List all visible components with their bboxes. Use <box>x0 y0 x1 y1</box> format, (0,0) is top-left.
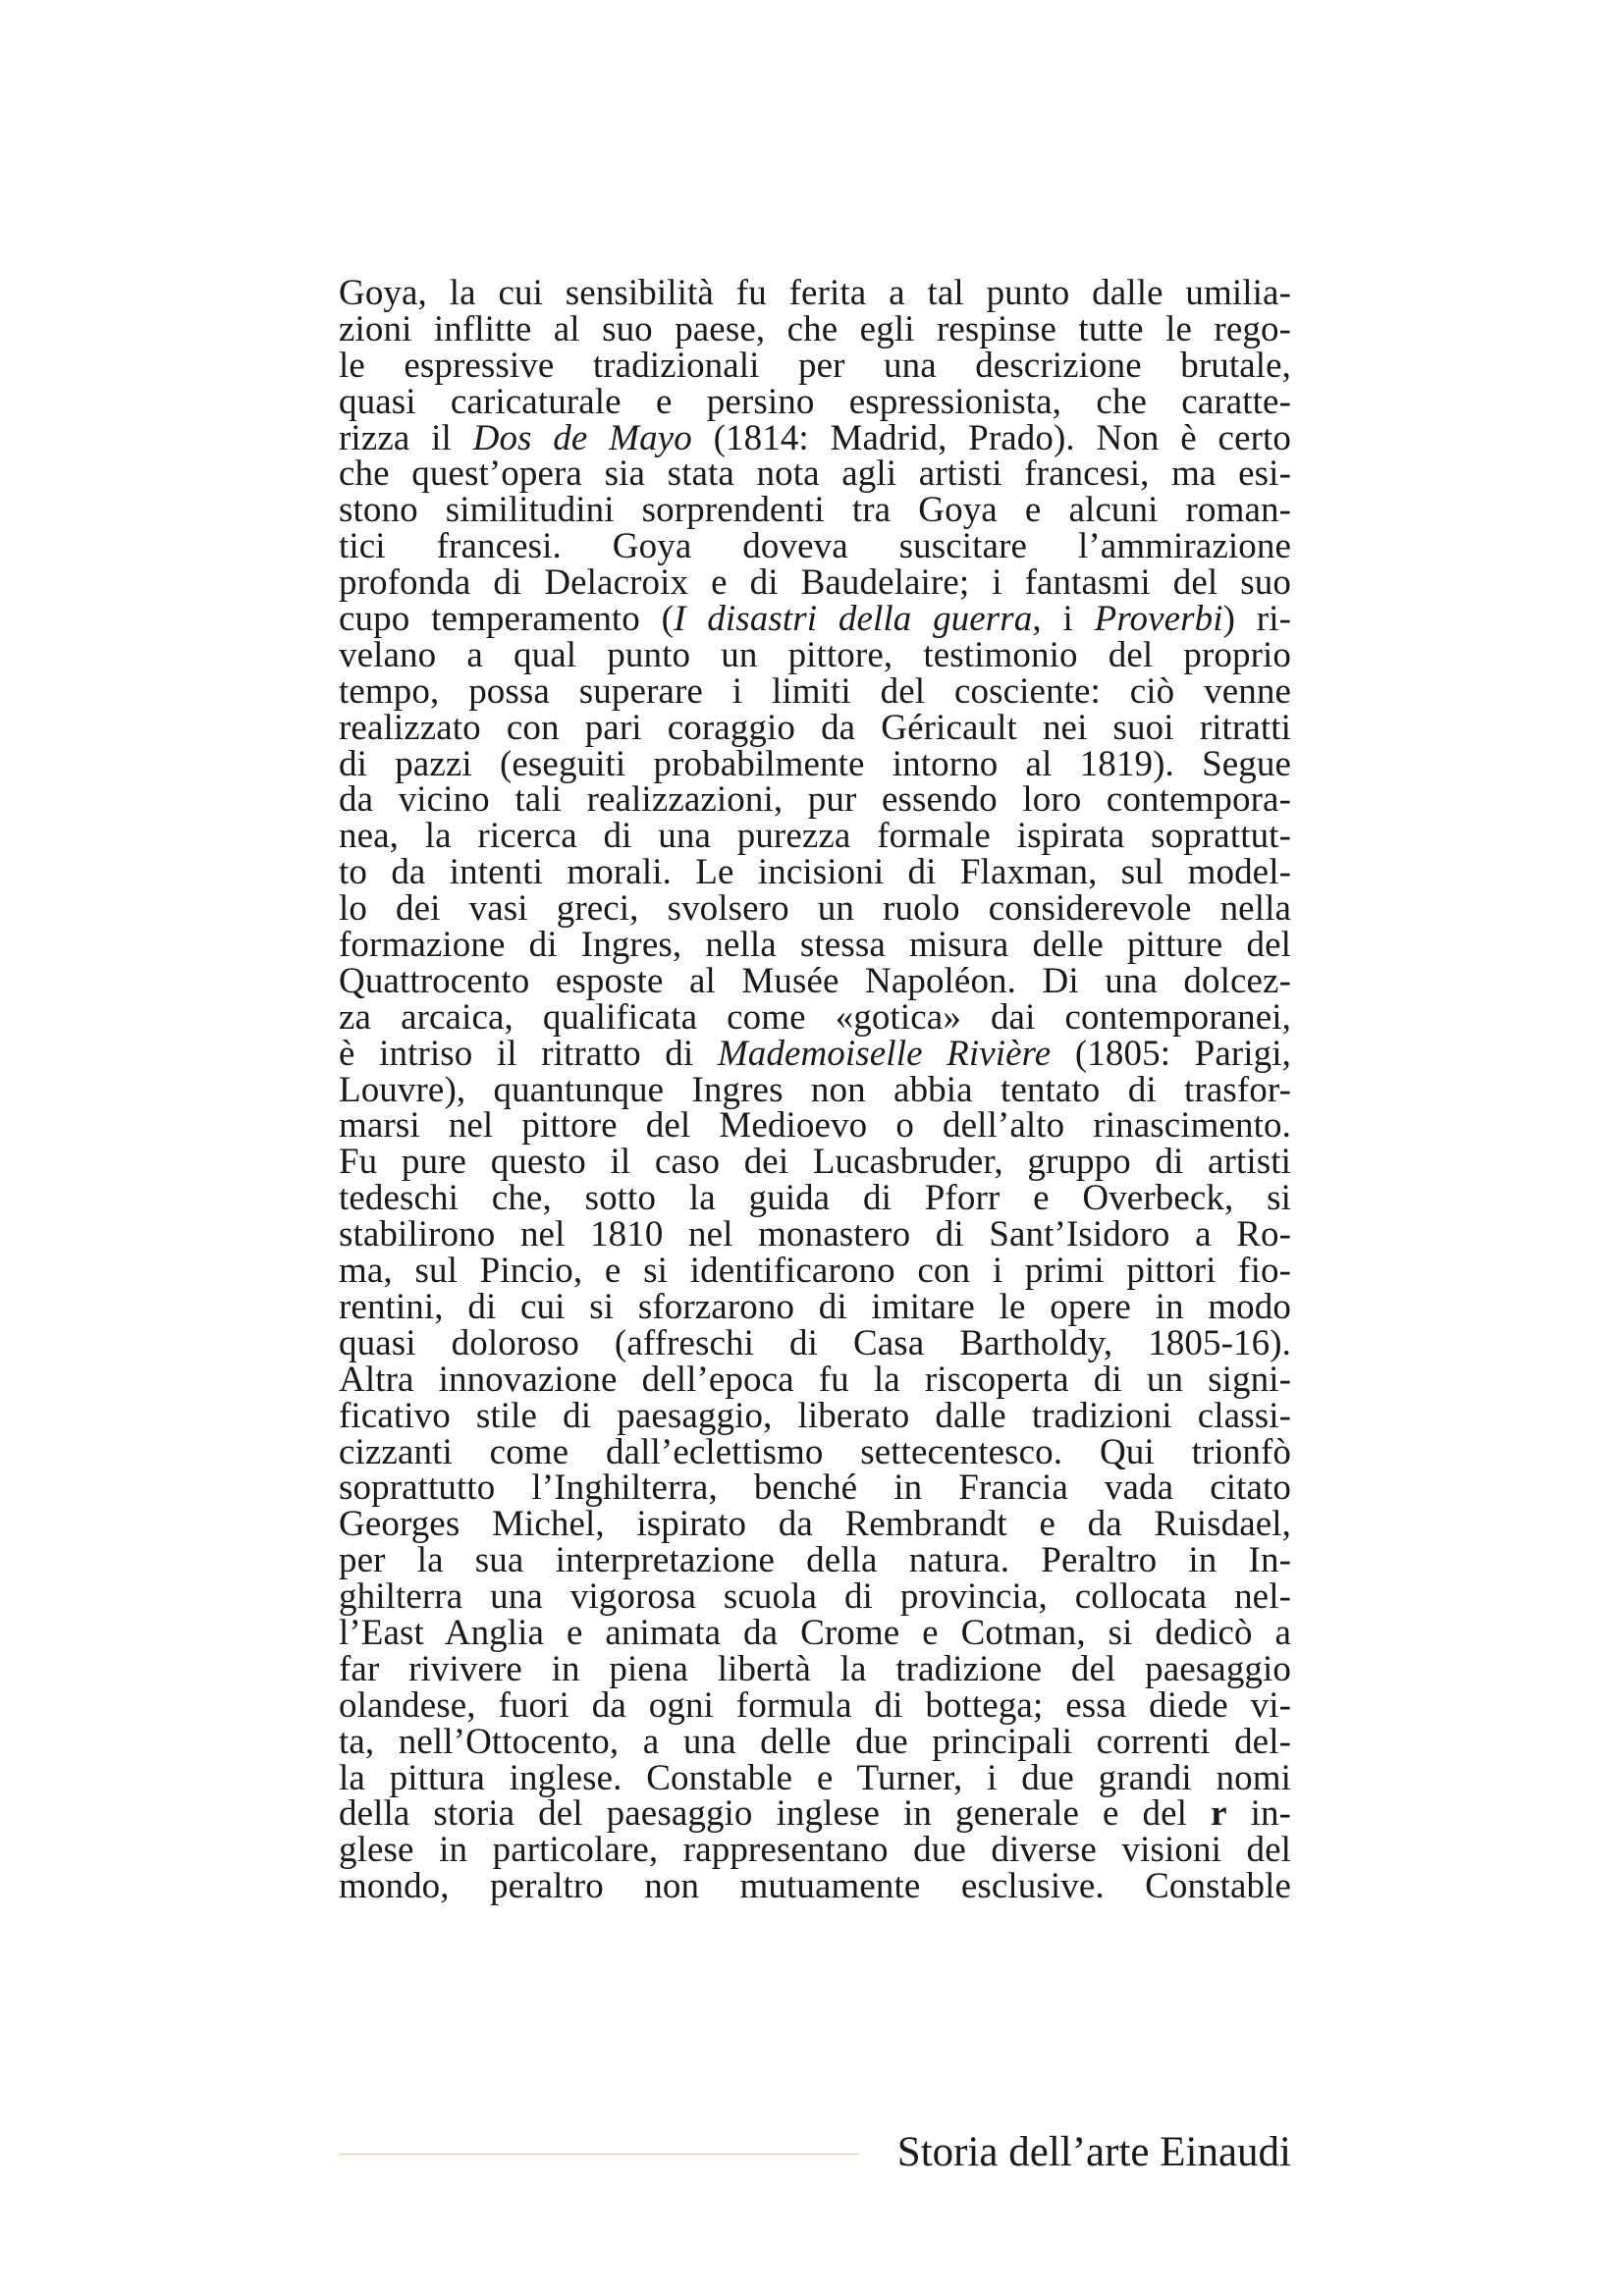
text-line <box>339 1251 1291 1292</box>
text-line <box>339 925 1291 966</box>
text-run: Fu pure questo il caso dei Lucasbruder, gruppo di artisti <box>339 1142 1291 1183</box>
text-run: mondo, peraltro non mutuamente esclusive. Constable <box>339 1866 1291 1907</box>
text-run: ) ri- <box>1222 599 1292 640</box>
text-run: da vicino tali realizzazioni, pur essendo loro contempora- <box>339 779 1291 821</box>
text-run: che quest’opera sia stata nota agli artisti francesi, ma esi- <box>339 454 1291 495</box>
italic-title: Dos de Mayo <box>472 417 692 458</box>
text-line <box>339 526 1291 567</box>
text-run: realizzato con pari coraggio da Géricault nei suoi ritratti <box>339 707 1291 748</box>
text-line <box>339 345 1291 386</box>
italic-title: I disastri della guerra <box>674 599 1033 640</box>
text-line <box>339 1684 1291 1726</box>
text-run: quasi doloroso (affreschi di Casa Bartholdy, 1805-16). <box>339 1322 1291 1363</box>
text-run: della storia del paesaggio inglese in generale e del <box>339 1793 1212 1835</box>
text-line <box>339 1142 1291 1183</box>
text-run: ghilterra una vigorosa scuola di provincia, collocata nel- <box>339 1576 1291 1618</box>
text-run: rizza il <box>339 417 473 458</box>
text-line <box>339 490 1291 531</box>
text-line <box>339 1504 1291 1545</box>
text-line <box>339 1286 1291 1327</box>
text-line <box>339 1431 1291 1472</box>
text-run: profonda di Delacroix e di Baudelaire; i fantasmi del suo <box>339 562 1291 604</box>
text-run: in- <box>1226 1793 1291 1835</box>
text-run: ficativo stile di paesaggio, liberato dalle tradizioni classi- <box>339 1395 1291 1436</box>
text-line <box>339 852 1291 893</box>
text-run: cizzanti come dall’eclettismo settecentesco. Qui trionfò <box>339 1431 1291 1472</box>
text-line <box>339 456 1291 493</box>
text-run: le espressive tradizionali per una descrizione brutale, <box>339 345 1291 386</box>
text-line <box>339 1793 1291 1835</box>
footer-title: Storia dell’arte Einaudi <box>896 2129 1291 2175</box>
text-line <box>339 1105 1291 1147</box>
text-run: marsi nel pittore del Medioevo o dell’alto rinascimento. <box>339 1105 1291 1147</box>
text-line <box>339 1576 1291 1618</box>
text-run: za arcaica, qualificata come «gotica» dai contemporanei, <box>339 996 1291 1038</box>
text-run: far rivivere in piena libertà la tradizione del paesaggio <box>339 1648 1291 1689</box>
text-run: , i <box>1032 599 1095 640</box>
text-run: ta, nell’Ottocento, a una delle due principali correnti del- <box>339 1721 1291 1762</box>
footer-rule <box>339 2154 859 2155</box>
text-run: stabilirono nel 1810 nel monastero di Sant’Isidoro a Ro- <box>339 1214 1291 1255</box>
text-run: formazione di Ingres, nella stessa misura delle pitture del <box>339 925 1291 966</box>
text-run: tici francesi. Goya doveva suscitare l’ammirazione <box>339 526 1291 567</box>
text-run: velano a qual punto un pittore, testimonio del proprio <box>339 634 1291 675</box>
text-line <box>339 1866 1291 1907</box>
text-run: ma, sul Pincio, e si identificarono con i primi pittori fio- <box>339 1251 1291 1292</box>
text-line <box>339 381 1291 422</box>
text-run: zioni inflitte al suo paese, che egli respinse tutte le rego- <box>339 308 1291 349</box>
text-run: Goya, la cui sensibilità fu ferita a tal punto dalle umilia- <box>339 273 1291 313</box>
text-run: cupo temperamento ( <box>339 599 675 640</box>
text-line <box>339 1470 1291 1507</box>
text-line <box>339 1322 1291 1363</box>
text-run: l’East Anglia e animata da Crome e Cotman, si dedicò a <box>339 1612 1291 1653</box>
text-run: rentini, di cui si sforzarono di imitare le opere in modo <box>339 1286 1291 1327</box>
text-line <box>339 1612 1291 1653</box>
text-run: tedeschi che, sotto la guida di Pforr e Overbeck, si <box>339 1178 1291 1219</box>
text-line <box>339 1214 1291 1255</box>
text-run: nea, la ricerca di una purezza formale ispirata soprattut- <box>339 816 1291 857</box>
text-line <box>339 779 1291 821</box>
text-run: to da intenti morali. Le incisioni di Flaxman, sul model- <box>339 852 1291 893</box>
text-run: (1805: Parigi, <box>1051 1033 1291 1074</box>
text-run: glese in particolare, rappresentano due diverse visioni del <box>339 1830 1291 1871</box>
text-line <box>339 1540 1291 1581</box>
text-line <box>339 1395 1291 1436</box>
text-run: la pittura inglese. Constable e Turner, i due grandi nomi <box>339 1757 1291 1798</box>
text-line <box>339 1033 1291 1074</box>
text-line <box>339 816 1291 857</box>
text-run: tempo, possa superare i limiti del cosciente: ciò venne <box>339 670 1291 712</box>
bold-term: r <box>1211 1793 1227 1835</box>
text-line <box>339 670 1291 712</box>
text-line <box>339 707 1291 748</box>
text-line <box>339 308 1291 349</box>
text-run: Louvre), quantunque Ingres non abbia tentato di trasfor- <box>339 1069 1291 1110</box>
text-line <box>339 1359 1291 1400</box>
text-run: è intriso il ritratto di <box>339 1033 718 1074</box>
text-line <box>339 1648 1291 1689</box>
text-run: Quattrocento esposte al Musée Napoléon. Di una dolcez- <box>339 960 1291 1001</box>
text-line <box>339 1178 1291 1219</box>
text-line <box>339 562 1291 604</box>
text-run: Georges Michel, ispirato da Rembrandt e da Ruisdael, <box>339 1504 1291 1545</box>
text-line <box>339 743 1291 784</box>
text-line <box>339 888 1291 930</box>
text-run: stono similitudini sorprendenti tra Goya e alcuni roman- <box>339 490 1291 531</box>
text-line <box>339 634 1291 675</box>
text-line <box>339 1069 1291 1110</box>
text-run: quasi caricaturale e persino espressionista, che caratte- <box>339 381 1291 422</box>
text-line <box>339 996 1291 1038</box>
text-run: Altra innovazione dell’epoca fu la riscoperta di un signi- <box>339 1359 1291 1400</box>
text-line <box>339 960 1291 1001</box>
text-run: (1814: Madrid, Prado). Non è certo <box>691 417 1292 458</box>
text-line <box>339 1721 1291 1762</box>
text-line <box>339 417 1292 458</box>
text-run: per la sua interpretazione della natura. Peraltro in In- <box>339 1540 1291 1581</box>
page-footer <box>339 2125 1291 2184</box>
text-run: di pazzi (eseguiti probabilmente intorno al 1819). Segue <box>339 743 1291 784</box>
text-line <box>339 599 1292 640</box>
text-run: soprattutto l’Inghilterra, benché in Francia vada citato <box>339 1468 1291 1509</box>
italic-title: Proverbi <box>1094 599 1223 640</box>
italic-title: Mademoiselle Rivière <box>717 1033 1052 1074</box>
text-run: olandese, fuori da ogni formula di bottega; essa diede vi- <box>339 1684 1291 1726</box>
body-text <box>339 273 1292 1907</box>
text-line <box>339 1757 1291 1798</box>
text-line <box>339 273 1291 313</box>
text-line <box>339 1830 1291 1871</box>
text-run: lo dei vasi greci, svolsero un ruolo considerevole nella <box>339 888 1291 930</box>
